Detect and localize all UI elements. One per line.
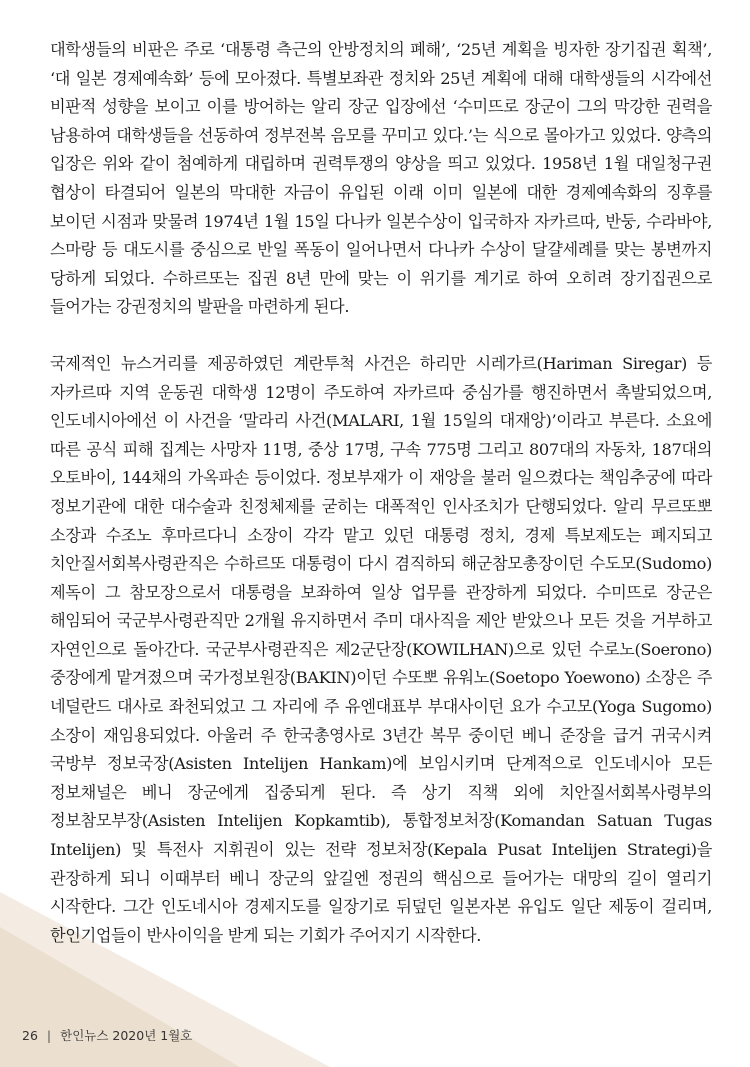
footer-separator: | [46,1028,52,1043]
page-number: 26 [22,1028,38,1043]
article-paragraph-1: 대학생들의 비판은 주로 ‘대통령 측근의 안방정치의 폐해’, ‘25년 계획을 빙자한 장기집권 획책’, ‘대 일본 경제예속화’ 등에 모아졌다. 특별보좌관 정치와 25년 계획에 대해 대학생들의 시각에선 비판적 성향을 보이고 이를 방어하는 알리 장군 입장에선 ‘수미뜨로 장군이 그의 막강한 권력을 남용하여 대학생들을 선동하여 정부전복 음모를 꾸미고 있다.’는 식으로 몰아가고 있었다. 양측의 입장은 위와 같이 첨예하게 대립하며 권력투쟁의 양상을 띄고 있었다. 1958년 1월 대일청구권 협상이 타결되어 일본의 막대한 자금이 유입된 이래 이미 일본에 대한 경제예속화의 징후를 보이던 시점과 맞물려 1974년 1월 15일 다나카 일본수상이 입국하자 자카르따, 반둥, 수라바야, 스마랑 등 대도시를 중심으로 반일 폭동이 일어나면서 다나카 수상이 달걀세례를 맞는 봉변까지 당하게 되었다. 수하르또는 집권 8년 만에 맞는 이 위기를 계기로 하여 오히려 장기집권으로 들어가는 강권정치의 발판을 마련하게 된다. [50,40,712,317]
page-footer [22,1026,192,1044]
article-body [50,36,712,950]
publication-title: 한인뉴스 2020년 1월호 [60,1028,193,1043]
article-paragraph-2: 국제적인 뉴스거리를 제공하였던 계란투척 사건은 하리만 시레가르(Hariman Siregar) 등 자카르따 지역 운동권 대학생 12명이 주도하여 자카르따 중심가를 행진하면서 촉발되었으며, 인도네시아에선 이 사건을 ‘말라리 사건(MALARI, 1월 15일의 대재앙)’이라고 부른다. 소요에 따른 공식 피해 집계는 사망자 11명, 중상 17명, 구속 775명 그리고 807대의 자동차, 187대의 오토바이, 144채의 가옥파손 등이었다. 정보부재가 이 재앙을 불러 일으켰다는 책임추궁에 따라 정보기관에 대한 대수술과 친정체제를 굳히는 대폭적인 인사조치가 단행되었다. 알리 무르또뽀 소장과 수조노 후마르다니 소장이 각각 맡고 있던 대통령 정치, 경제 특보제도는 폐지되고 치안질서회복사령관직은 수하르또 대통령이 다시 겸직하되 해군참모총장이던 수도모(Sudomo) 제독이 그 참모장으로서 대통령을 보좌하여 일상 업무를 관장하게 되었다. 수미뜨로 장군은 해임되어 국군부사령관직만 2개월 유지하면서 주미 대사직을 제안 받았으나 모든 것을 거부하고 자연인으로 돌아간다. 국군부사령관직은 제2군단장(KOWILHAN)으로 있던 수로노(Soerono) 중장에게 맡겨졌으며 국가정보원장(BAKIN)이던 수또뽀 유워노(Soetopo Yoewono) 소장은 주 네덜란드 대사로 좌천되었고 그 자리에 주 유엔대표부 부대사이던 요가 수고모(Yoga Sugomo) 소장이 재임용되었다. 아울러 주 한국총영사로 3년간 복무 중이던 베니 준장을 급거 귀국시켜 국방부 정보국장(Asisten Intelijen Hankam)에 보임시키며 단계적으로 인도네시아 모든 정보채널은 베니 장군에게 집중되게 된다. 즉 상기 직책 외에 치안질서회복사령부의 정보참모부장(Asisten Intelijen Kopkamtib), 통합정보처장(Komandan Satuan Tugas Intelijen) 및 특전사 지휘권이 있는 전략 정보처장(Kepala Pusat Intelijen Strategi)을 관장하게 되니 이때부터 베니 장군의 앞길엔 정권의 핵심으로 들어가는 대망의 길이 열리기 시작한다. 그간 인도네시아 경제지도를 일장기로 뒤덮던 일본자본 유입도 일단 제동이 걸리며, 한인기업들이 반사이익을 받게 되는 기회가 주어지기 시작한다. [50,353,712,945]
